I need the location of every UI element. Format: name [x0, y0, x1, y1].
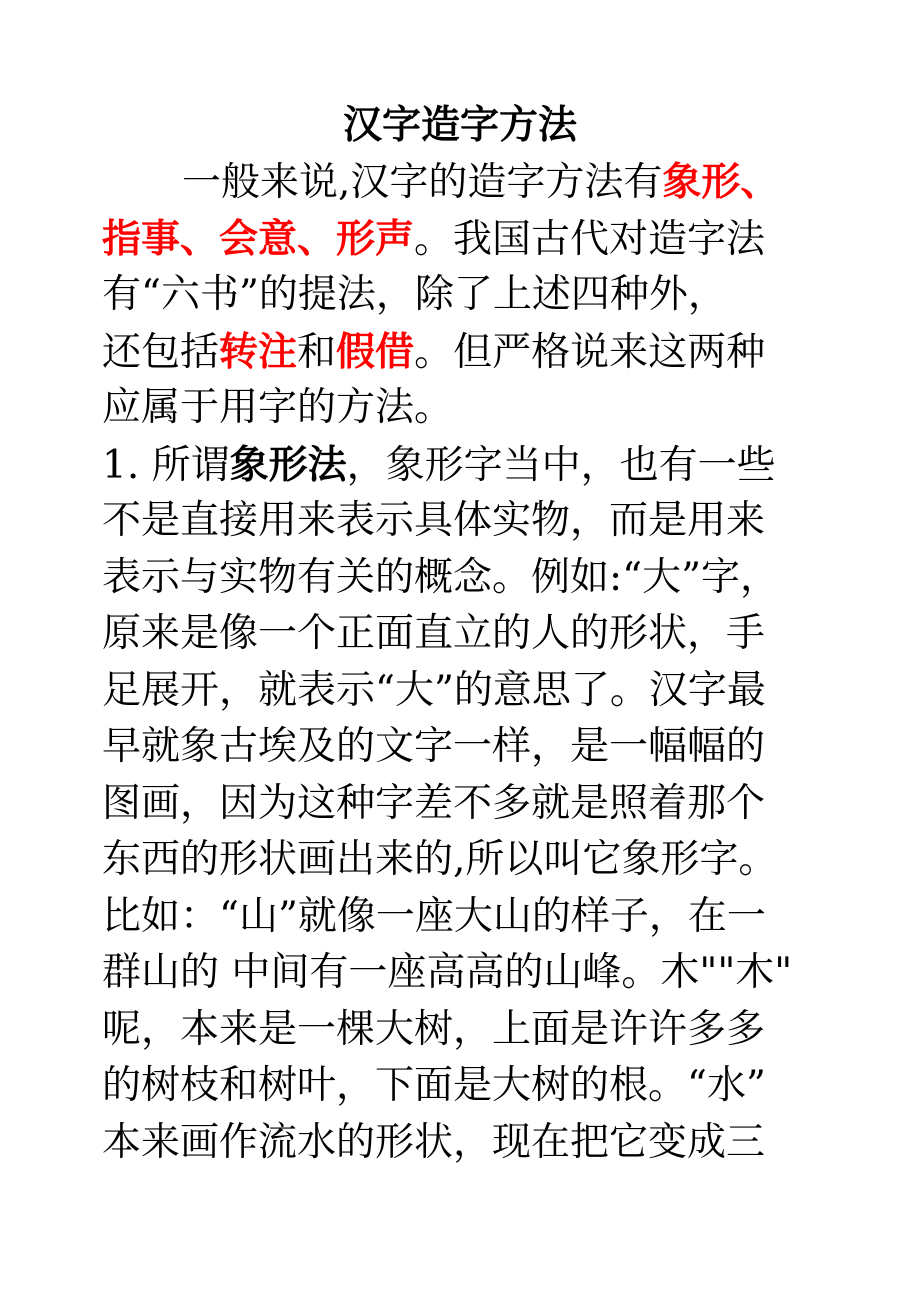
document-body	[102, 154, 842, 1171]
body-line	[102, 154, 842, 211]
body-line	[102, 324, 842, 381]
body-line	[102, 889, 842, 946]
text-run: 有“六书”的提法，除了上述四种外，	[102, 272, 727, 317]
bold-term: 象形法	[229, 441, 347, 488]
text-run: 本来画作流水的形状，现在把它变成三	[102, 1119, 766, 1165]
text-run: 比如：“山”就像一座大山的样子，在一	[102, 893, 766, 939]
body-line	[102, 776, 842, 833]
body-line	[102, 437, 842, 494]
text-run: 群山的 中间有一座高高的山峰。木""木"	[102, 950, 793, 995]
text-run: 表示与实物有关的概念。例如:“大”字，	[102, 554, 780, 600]
body-line	[102, 719, 842, 776]
body-line	[102, 1058, 842, 1115]
document-title: 汉字造字方法	[342, 103, 577, 148]
body-line	[102, 1115, 842, 1172]
body-line	[102, 380, 842, 437]
text-run: 应属于用字的方法。	[102, 385, 454, 430]
text-run: ，象形字当中，也有一些	[346, 442, 776, 488]
highlighted-term: 假借	[336, 328, 415, 375]
body-line	[102, 606, 842, 663]
body-line	[102, 267, 842, 324]
text-run: 1. 所谓	[102, 442, 230, 488]
text-run: 原来是像一个正面直立的人的形状，手	[102, 611, 766, 656]
text-run: 。但严格说来这两种	[414, 329, 766, 375]
body-line	[102, 550, 842, 607]
body-line	[102, 663, 842, 720]
text-run: 还包括	[102, 329, 220, 375]
text-run: 的树枝和树叶，下面是大树的根。“水”	[102, 1063, 766, 1108]
highlighted-term: 指事、会意、形声	[102, 215, 415, 262]
text-run: 图画，因为这种字差不多就是照着那个	[102, 780, 766, 826]
highlighted-term: 转注	[219, 328, 298, 375]
body-line	[102, 1002, 842, 1059]
text-run: 足展开，就表示“大”的意思了。汉字最	[102, 667, 766, 713]
body-line	[102, 945, 842, 1002]
text-run: 东西的形状画出来的,所以叫它象形字。	[102, 837, 778, 882]
highlighted-term: 象形、	[662, 159, 780, 205]
text-run: 呢，本来是一棵大树，上面是许许多多	[102, 1006, 766, 1052]
body-line	[102, 211, 842, 268]
body-line	[102, 493, 842, 550]
text-run: 早就象古埃及的文字一样，是一幅幅的	[102, 724, 766, 769]
text-run: 。我国古代对造字法	[414, 216, 766, 262]
text-run: 和	[297, 329, 337, 375]
body-line	[102, 832, 842, 889]
text-run: 一般来说,汉字的造字方法有	[182, 160, 663, 205]
text-run: 不是直接用来表示具体实物，而是用来	[102, 498, 766, 543]
